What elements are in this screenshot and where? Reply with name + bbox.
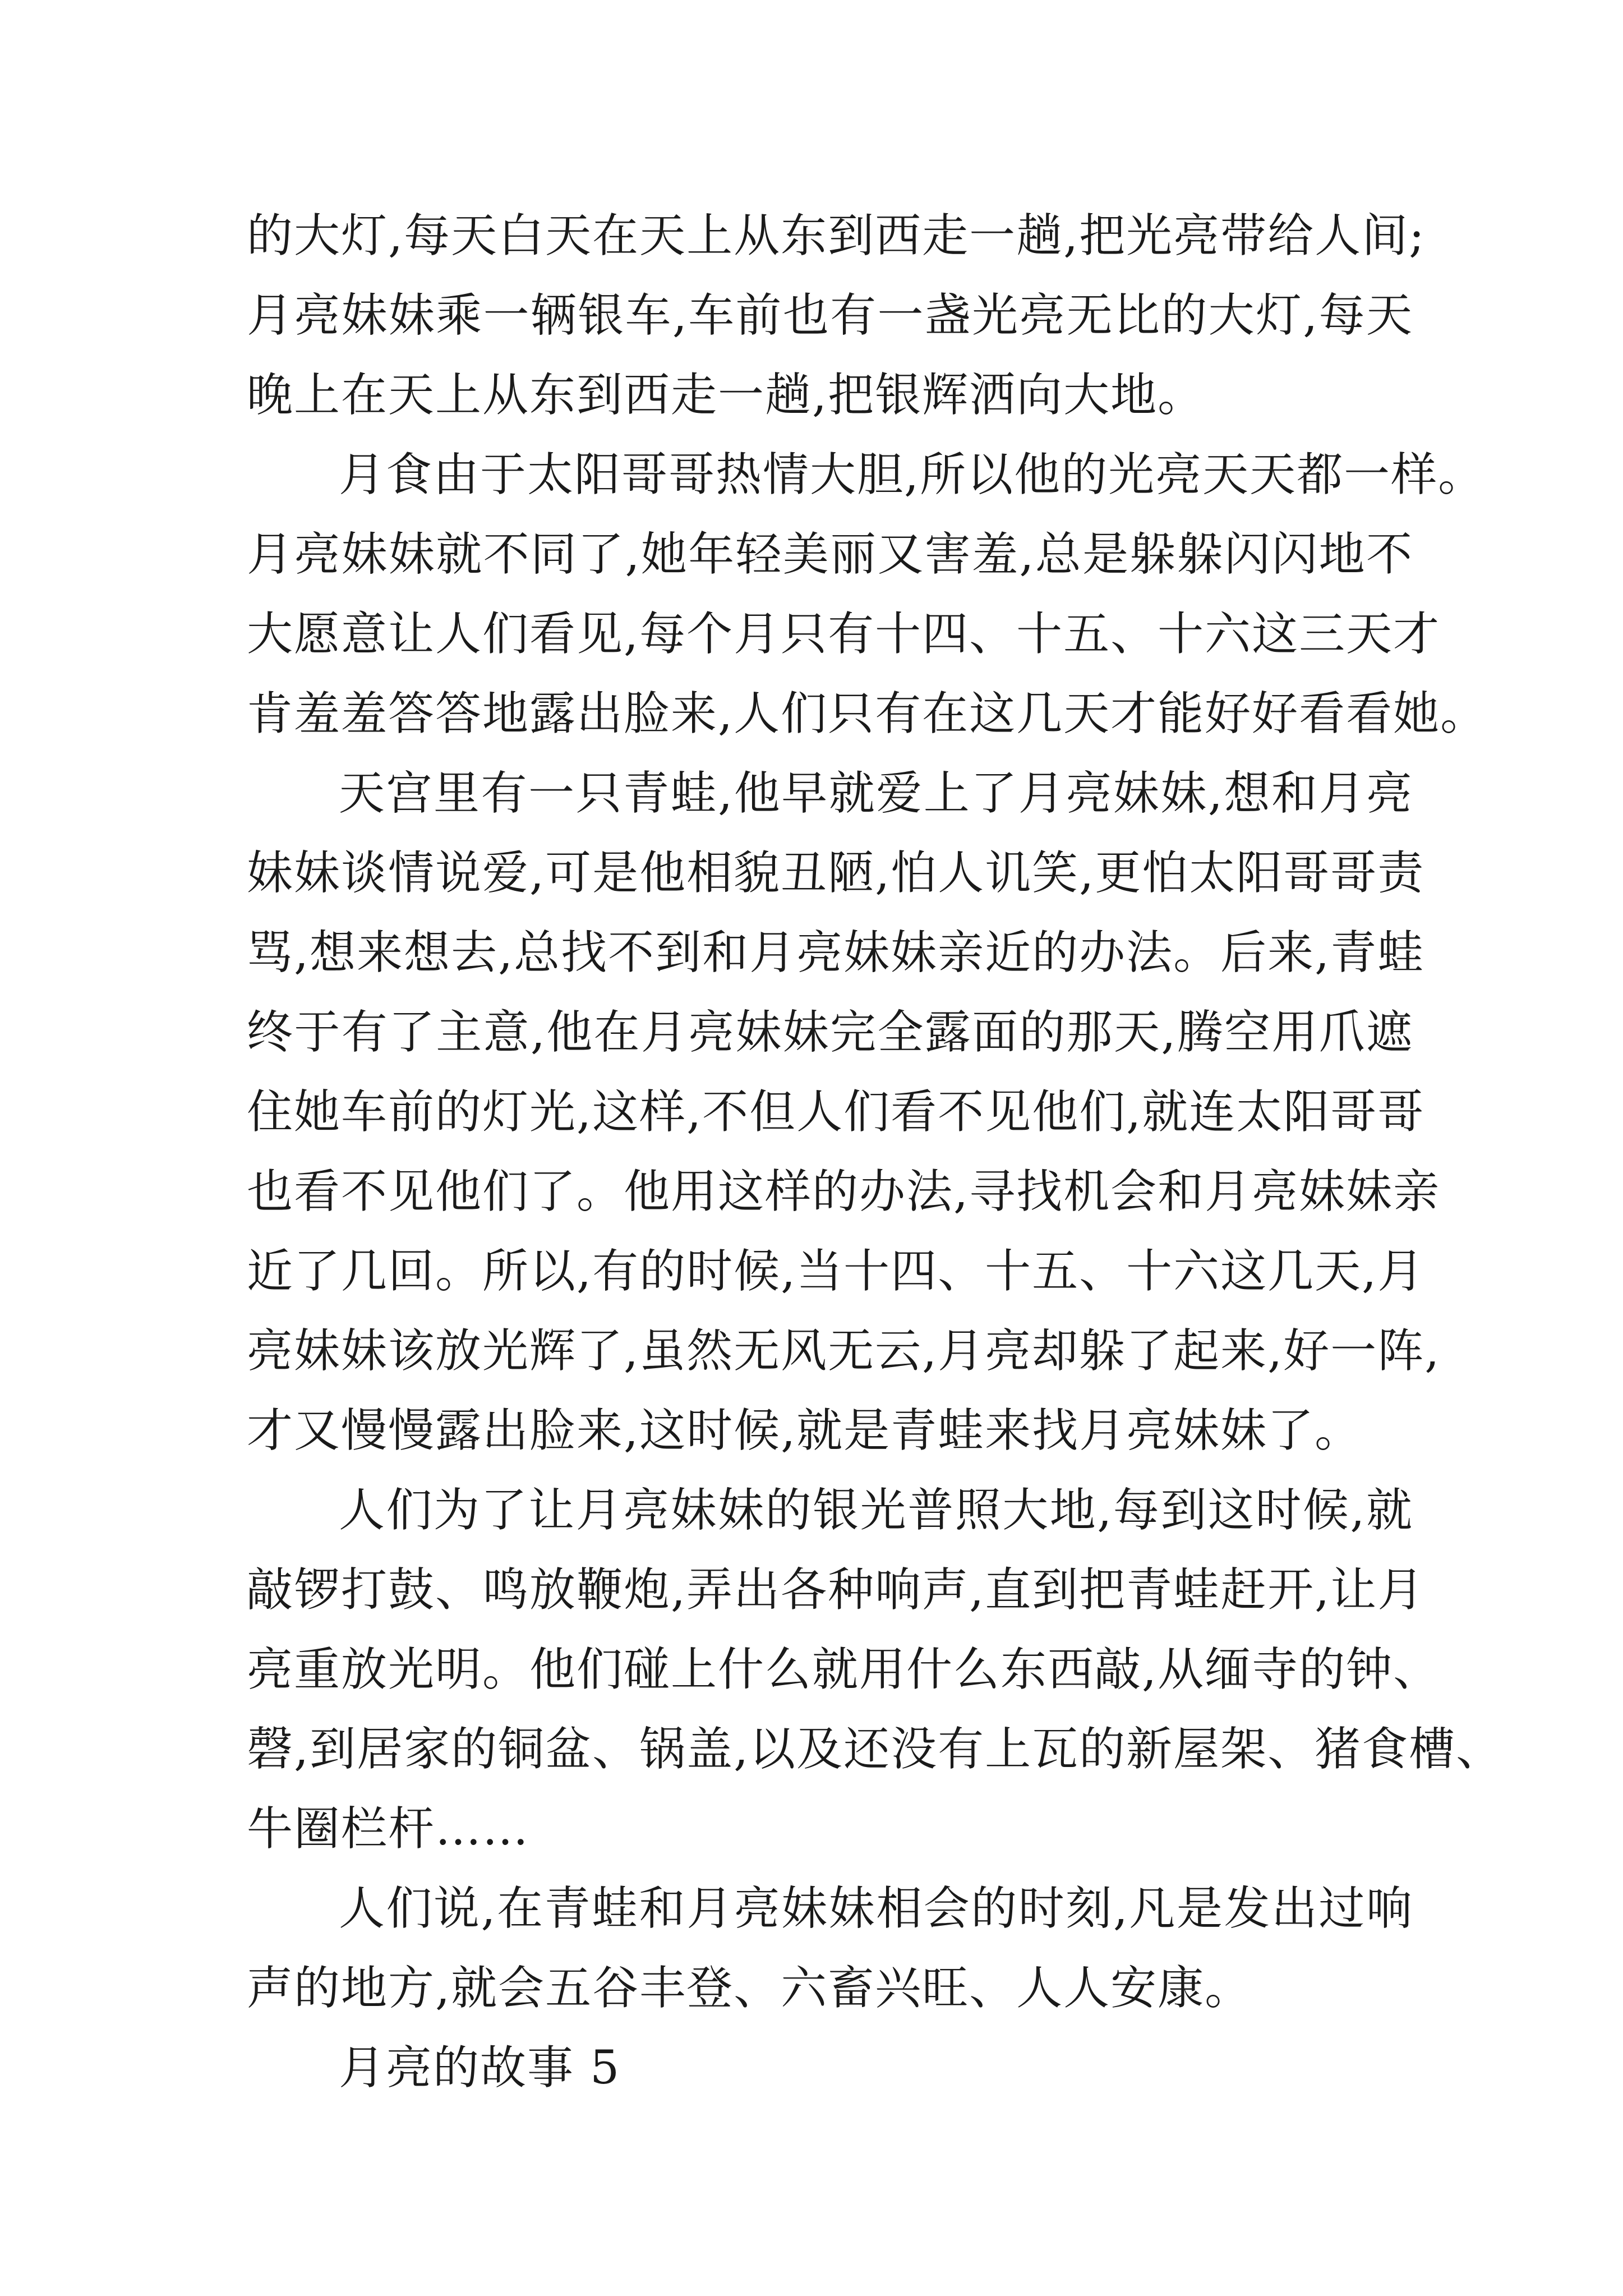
text-line: 亮妹妹该放光辉了,虽然无风无云,月亮却躲了起来,好一阵, <box>247 1324 1441 1378</box>
text-line: 牛圈栏杆…… <box>247 1802 530 1856</box>
text-line: 月亮妹妹乘一辆银车,车前也有一盏光亮无比的大灯,每天 <box>247 289 1413 342</box>
text-line: 敲锣打鼓、鸣放鞭炮,弄出各种响声,直到把青蛙赶开,让月 <box>247 1563 1425 1617</box>
text-line: 月亮妹妹就不同了,她年轻美丽又害羞,总是躲躲闪闪地不 <box>247 528 1413 581</box>
text-line: 妹妹谈情说爱,可是他相貌丑陋,怕人讥笑,更怕太阳哥哥责 <box>247 846 1425 900</box>
text-line: 大愿意让人们看见,每个月只有十四、十五、十六这三天才 <box>247 608 1441 661</box>
text-line: 晚上在天上从东到西走一趟,把银辉洒向大地。 <box>247 369 1205 422</box>
text-line: 肯羞羞答答地露出脸来,人们只有在这几天才能好好看看她。 <box>247 687 1488 740</box>
text-line: 声的地方,就会五谷丰登、六畜兴旺、人人安康。 <box>247 1962 1252 2015</box>
text-line: 月食由于太阳哥哥热情大胆,所以他的光亮天天都一样。 <box>339 448 1486 501</box>
section-heading: 月亮的故事 5 <box>339 2041 621 2095</box>
text-line: 磬,到居家的铜盆、锅盖,以及还没有上瓦的新屋架、猪食槽、 <box>247 1723 1504 1776</box>
text-line: 亮重放光明。他们碰上什么就用什么东西敲,从缅寺的钟、 <box>247 1643 1441 1696</box>
text-line: 也看不见他们了。他用这样的办法,寻找机会和月亮妹妹亲 <box>247 1165 1441 1218</box>
text-line: 骂,想来想去,总找不到和月亮妹妹亲近的办法。后来,青蛙 <box>247 926 1425 979</box>
text-line: 近了几回。所以,有的时候,当十四、十五、十六这几天,月 <box>247 1245 1425 1298</box>
text-line: 的大灯,每天白天在天上从东到西走一趟,把光亮带给人间; <box>247 209 1426 263</box>
text-line: 人们说,在青蛙和月亮妹妹相会的时刻,凡是发出过响 <box>339 1882 1413 1935</box>
document-body <box>247 196 1504 2108</box>
text-line: 人们为了让月亮妹妹的银光普照大地,每到这时候,就 <box>339 1484 1413 1537</box>
text-line: 终于有了主意,他在月亮妹妹完全露面的那天,腾空用爪遮 <box>247 1006 1413 1059</box>
text-line: 才又慢慢露出脸来,这时候,就是青蛙来找月亮妹妹了。 <box>247 1404 1362 1457</box>
text-line: 天宫里有一只青蛙,他早就爱上了月亮妹妹,想和月亮 <box>339 767 1413 820</box>
text-line: 住她车前的灯光,这样,不但人们看不见他们,就连太阳哥哥 <box>247 1085 1425 1139</box>
